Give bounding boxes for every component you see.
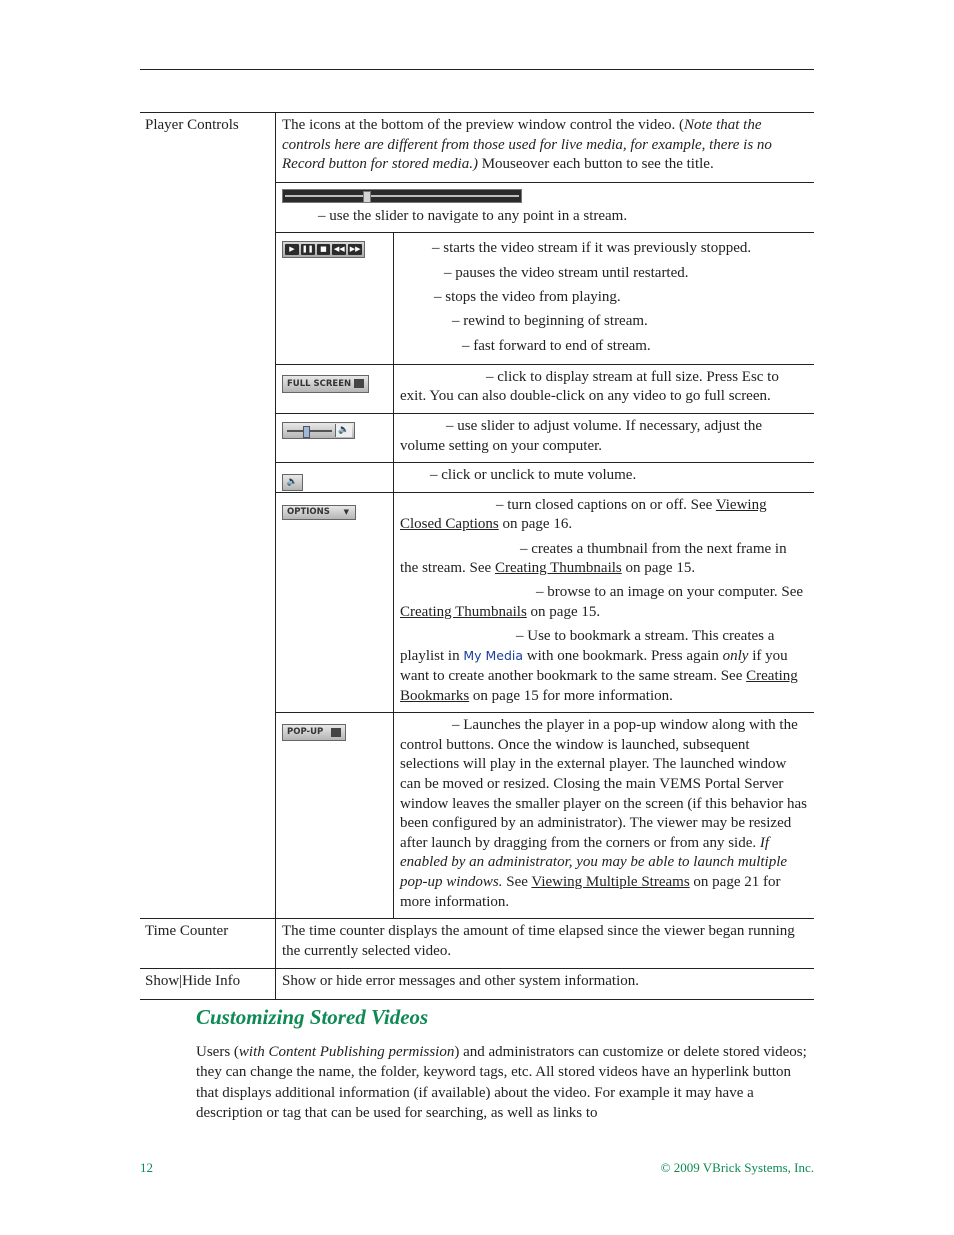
row-description: The time counter displays the amount of time elapsed since the viewer began running the currently selected video. [276,919,815,969]
mute-description: – click or unclick to mute volume. [394,463,815,493]
fast-forward-icon: ▶▶ [349,245,361,254]
page-number: 12 [140,1160,153,1175]
player-controls-intro: The icons at the bottom of the preview window control the video. (Note that the controls here are different from those used for live media, for example, there is no Record button for stored media.) Mouseover each button to see the title. [282,117,772,173]
seek-slider-text: – use the slider to navigate to any point in a stream. [318,207,628,224]
controls-table [140,112,814,1000]
transport-descriptions: – starts the video stream if it was previously stopped. – pauses the video stream until restarted. – stops the video from playing. – rewind to beginning of stream. – fast forward to end of stream. [394,233,815,364]
pop-up-description: – Launches the player in a pop-up window along with the control buttons. Once the window is launched, subsequent selections will play in the external player. The launched window can be moved or resized. Closing the main VEMS Portal Server window leaves the smaller player on the screen (if this behavior has been configured by an administrator). The viewer may be resized after launch by dragging from the corners or from any side. If enabled by an administrator, you may be able to launch multiple pop-up windows. See Viewing Multiple Streams on page 21 for more information. [394,713,815,918]
transport-buttons-image [282,241,365,258]
options-button-image: OPTIONS ▼ [282,505,356,520]
creating-bookmarks-link[interactable]: Creating Bookmarks [400,668,798,704]
full-screen-button-image: FULL SCREEN [282,375,369,393]
table-row [140,113,814,919]
play-icon: ▶ [285,244,299,255]
row-label: Player Controls [140,113,276,919]
stop-icon: ■ [317,244,331,255]
viewing-closed-captions-link[interactable]: Viewing Closed Captions [400,496,767,533]
seek-slider-image [282,189,522,203]
viewing-multiple-streams-link[interactable]: Viewing Multiple Streams [531,874,690,891]
table-row [140,969,814,1000]
creating-thumbnails-link-2[interactable]: Creating Thumbnails [400,603,527,620]
full-screen-icon [354,379,364,388]
player-controls-subtable [276,113,814,918]
table-row [140,919,814,969]
header-rule [140,69,814,70]
row-label: Show|Hide Info [140,969,276,1000]
mute-icon: 🔈 [282,474,303,491]
my-media-term: My Media [463,648,524,664]
rewind-icon: ◀◀ [333,245,345,254]
section-paragraph: Users (with Content Publishing permission) and administrators can customize or delete stored videos; they can change the name, the folder, keyword tags, etc. All stored videos have an hyperlink button that displays additional information (if available) about the video. For example it may have a description or tag that can be used for searching, as well as links to [196,1044,807,1122]
copyright-notice: © 2009 VBrick Systems, Inc. [660,1160,814,1175]
volume-slider-image [282,422,355,439]
full-screen-description: – click to display stream at full size. Press Esc to exit. You can also double-click on any video to go full screen. [394,364,815,413]
chevron-down-icon: ▼ [343,507,349,516]
pop-up-button-image: POP-UP [282,724,346,741]
pause-icon: ❚❚ [301,245,314,254]
speaker-icon: 🔈 [335,424,352,437]
row-description: Show or hide error messages and other system information. [276,969,815,1000]
row-label: Time Counter [140,919,276,969]
section-heading: Customizing Stored Videos [196,1005,429,1029]
pop-up-icon [331,728,341,737]
options-descriptions: – turn closed captions on or off. See Viewing Closed Captions on page 16. – creates a thumbnail from the next frame in the stream. See Creating Thumbnails on page 15. – browse to an image on your computer. See Creating Thumbnails on page 15. – Use to bookmark a stream. This creates a playlist in My Media with one bookmark. Press again only if you want to create another bookmark to the same stream. See Creating Bookmarks on page 15 for more information. [394,492,815,712]
volume-description: – use slider to adjust volume. If necessary, adjust the volume setting on your computer. [394,414,815,463]
creating-thumbnails-link[interactable]: Creating Thumbnails [494,560,622,577]
